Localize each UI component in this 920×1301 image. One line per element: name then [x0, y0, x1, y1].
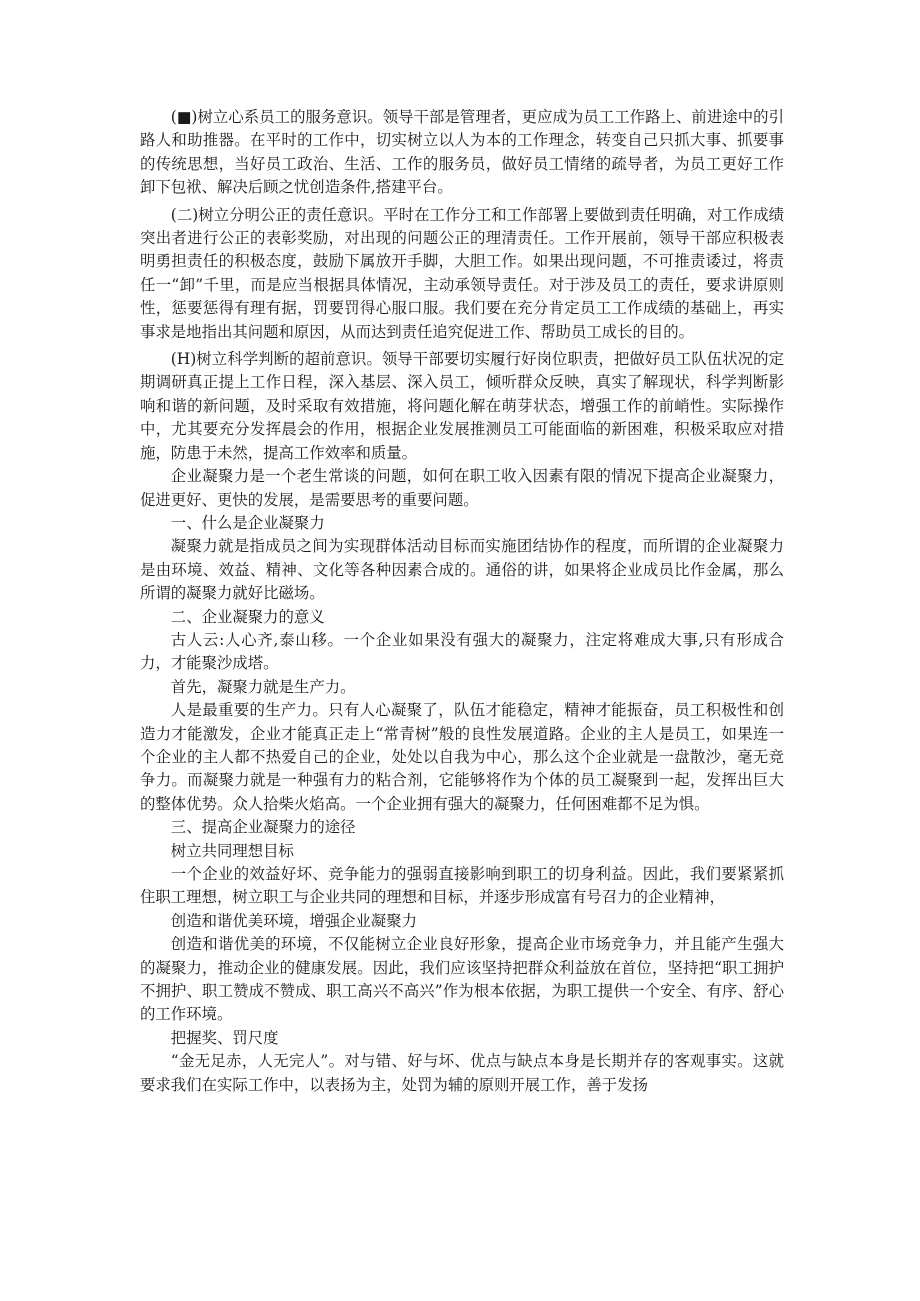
heading-reward-punishment: 把握奖、罚尺度 — [170, 1028, 279, 1047]
document-body — [140, 106, 784, 1097]
paragraph-responsibility-awareness: (二)树立分明公正的责任意识。平时在工作分工和工作部署上要做到责任明确，对工作成绩突出者进行公正的表彰奖励，对出现的问题公正的理清责任。工作开展前，领导干部应积极表明勇担责任的积极态度，鼓励下属放开手脚，大胆工作。如果出现问题，不可推责诿过，将责任一“卸”千里，而是应当根据具体情况，主动承领导责任。对于涉及员工的责任，要求讲原则性，惩要惩得有理有据，罚要罚得心服口服。我们要在充分肯定员工工作成绩的基础上，再实事求是地指出其问题和原因，从而达到责任追究促进工作、帮助员工成长的目的。 — [140, 205, 784, 341]
heading-what-is-cohesion: 一、什么是企业凝聚力 — [170, 513, 325, 532]
paragraph-cohesion-definition: 凝聚力就是指成员之间为实现群体活动目标而实施团结协作的程度，而所谓的企业凝聚力是由环境、效益、精神、文化等各种因素合成的。通俗的讲，如果将企业成员比作金属，那么所谓的凝聚力就好比磁场。 — [140, 537, 784, 603]
paragraph-harmonious-environment: 创造和谐优美的环境，不仅能树立企业良好形象，提高企业市场竞争力，并且能产生强大的凝聚力，推动企业的健康发展。因此，我们应该坚持把群众利益放在首位，坚持把“职工拥护不拥护、职工赞成不赞成、职工高兴不高兴”作为根本依据，为职工提供一个安全、有序、舒心的工作环境。 — [140, 935, 784, 1024]
paragraph-common-goal: 一个企业的效益好坏、竞争能力的强弱直接影响到职工的切身利益。因此，我们要紧紧抓住职工理想，树立职工与企业共同的理想和目标，并逐步形成富有号召力的企业精神， — [140, 865, 784, 907]
heading-cohesion-significance: 二、企业凝聚力的意义 — [170, 607, 325, 626]
paragraph-ancient-saying: 古人云:人心齐,泰山移。一个企业如果没有强大的凝聚力，注定将难成大事,只有形成合力，才能聚沙成塔。 — [140, 630, 784, 673]
paragraph-foresight-awareness: (H)树立科学判断的超前意识。领导干部要切实履行好岗位职责，把做好员工队伍状况的定期调研真正提上工作日程，深入基层、深入员工，倾听群众反映，真实了解现状，科学判断影响和谐的新问题，及时采取有效措施，将问题化解在萌芽状态，增强工作的前峭性。实际操作中，尤其要充分发挥晨会的作用，根据企业发展推测员工可能面临的新困难，积极采取应对措施，防患于未然，提高工作效率和质量。 — [140, 350, 784, 462]
heading-ways-to-improve: 三、提高企业凝聚力的途径 — [170, 818, 356, 837]
paragraph-people-productivity: 人是最重要的生产力。只有人心凝聚了，队伍才能稳定，精神才能振奋，员工积极性和创造力才能激发，企业才能真正走上“常青树”般的良性发展道路。企业的主人是员工，如果连一个企业的主人都不热爱自己的企业，处处以自我为中心，那么这个企业就是一盘散沙，毫无竞争力。而凝聚力就是一种强有力的粘合剂，它能够将作为个体的员工凝聚到一起，发挥出巨大的整体优势。众人拾柴火焰高。一个企业拥有强大的凝聚力，任何困难都不足为惧。 — [140, 701, 784, 813]
paragraph-service-awareness: (■)树立心系员工的服务意识。领导干部是管理者，更应成为员工工作路上、前进途中的引路人和助推器。在平时的工作中，切实树立以人为本的工作理念，转变自己只抓大事、抓要事的传统思想，当好员工政治、生活、工作的服务员，做好员工情绪的疏导者，为员工更好工作卸下包袱、解决后顾之忧创造条件,搭建平台。 — [140, 108, 784, 197]
paragraph-reward-punishment: “金无足赤，人无完人”。对与错、好与坏、优点与缺点本身是长期并存的客观事实。这就要求我们在实际工作中，以表扬为主，处罚为辅的原则开展工作，善于发扬 — [140, 1052, 784, 1094]
heading-common-goal: 树立共同理想目标 — [170, 841, 294, 860]
heading-harmonious-environment: 创造和谐优美环境，增强企业凝聚力 — [170, 911, 418, 930]
paragraph-cohesion-intro: 企业凝聚力是一个老生常谈的问题，如何在职工收入因素有限的情况下提高企业凝聚力，促进更好、更快的发展，是需要思考的重要问题。 — [140, 467, 784, 509]
paragraph-first-point: 首先，凝聚力就是生产力。 — [170, 677, 356, 696]
